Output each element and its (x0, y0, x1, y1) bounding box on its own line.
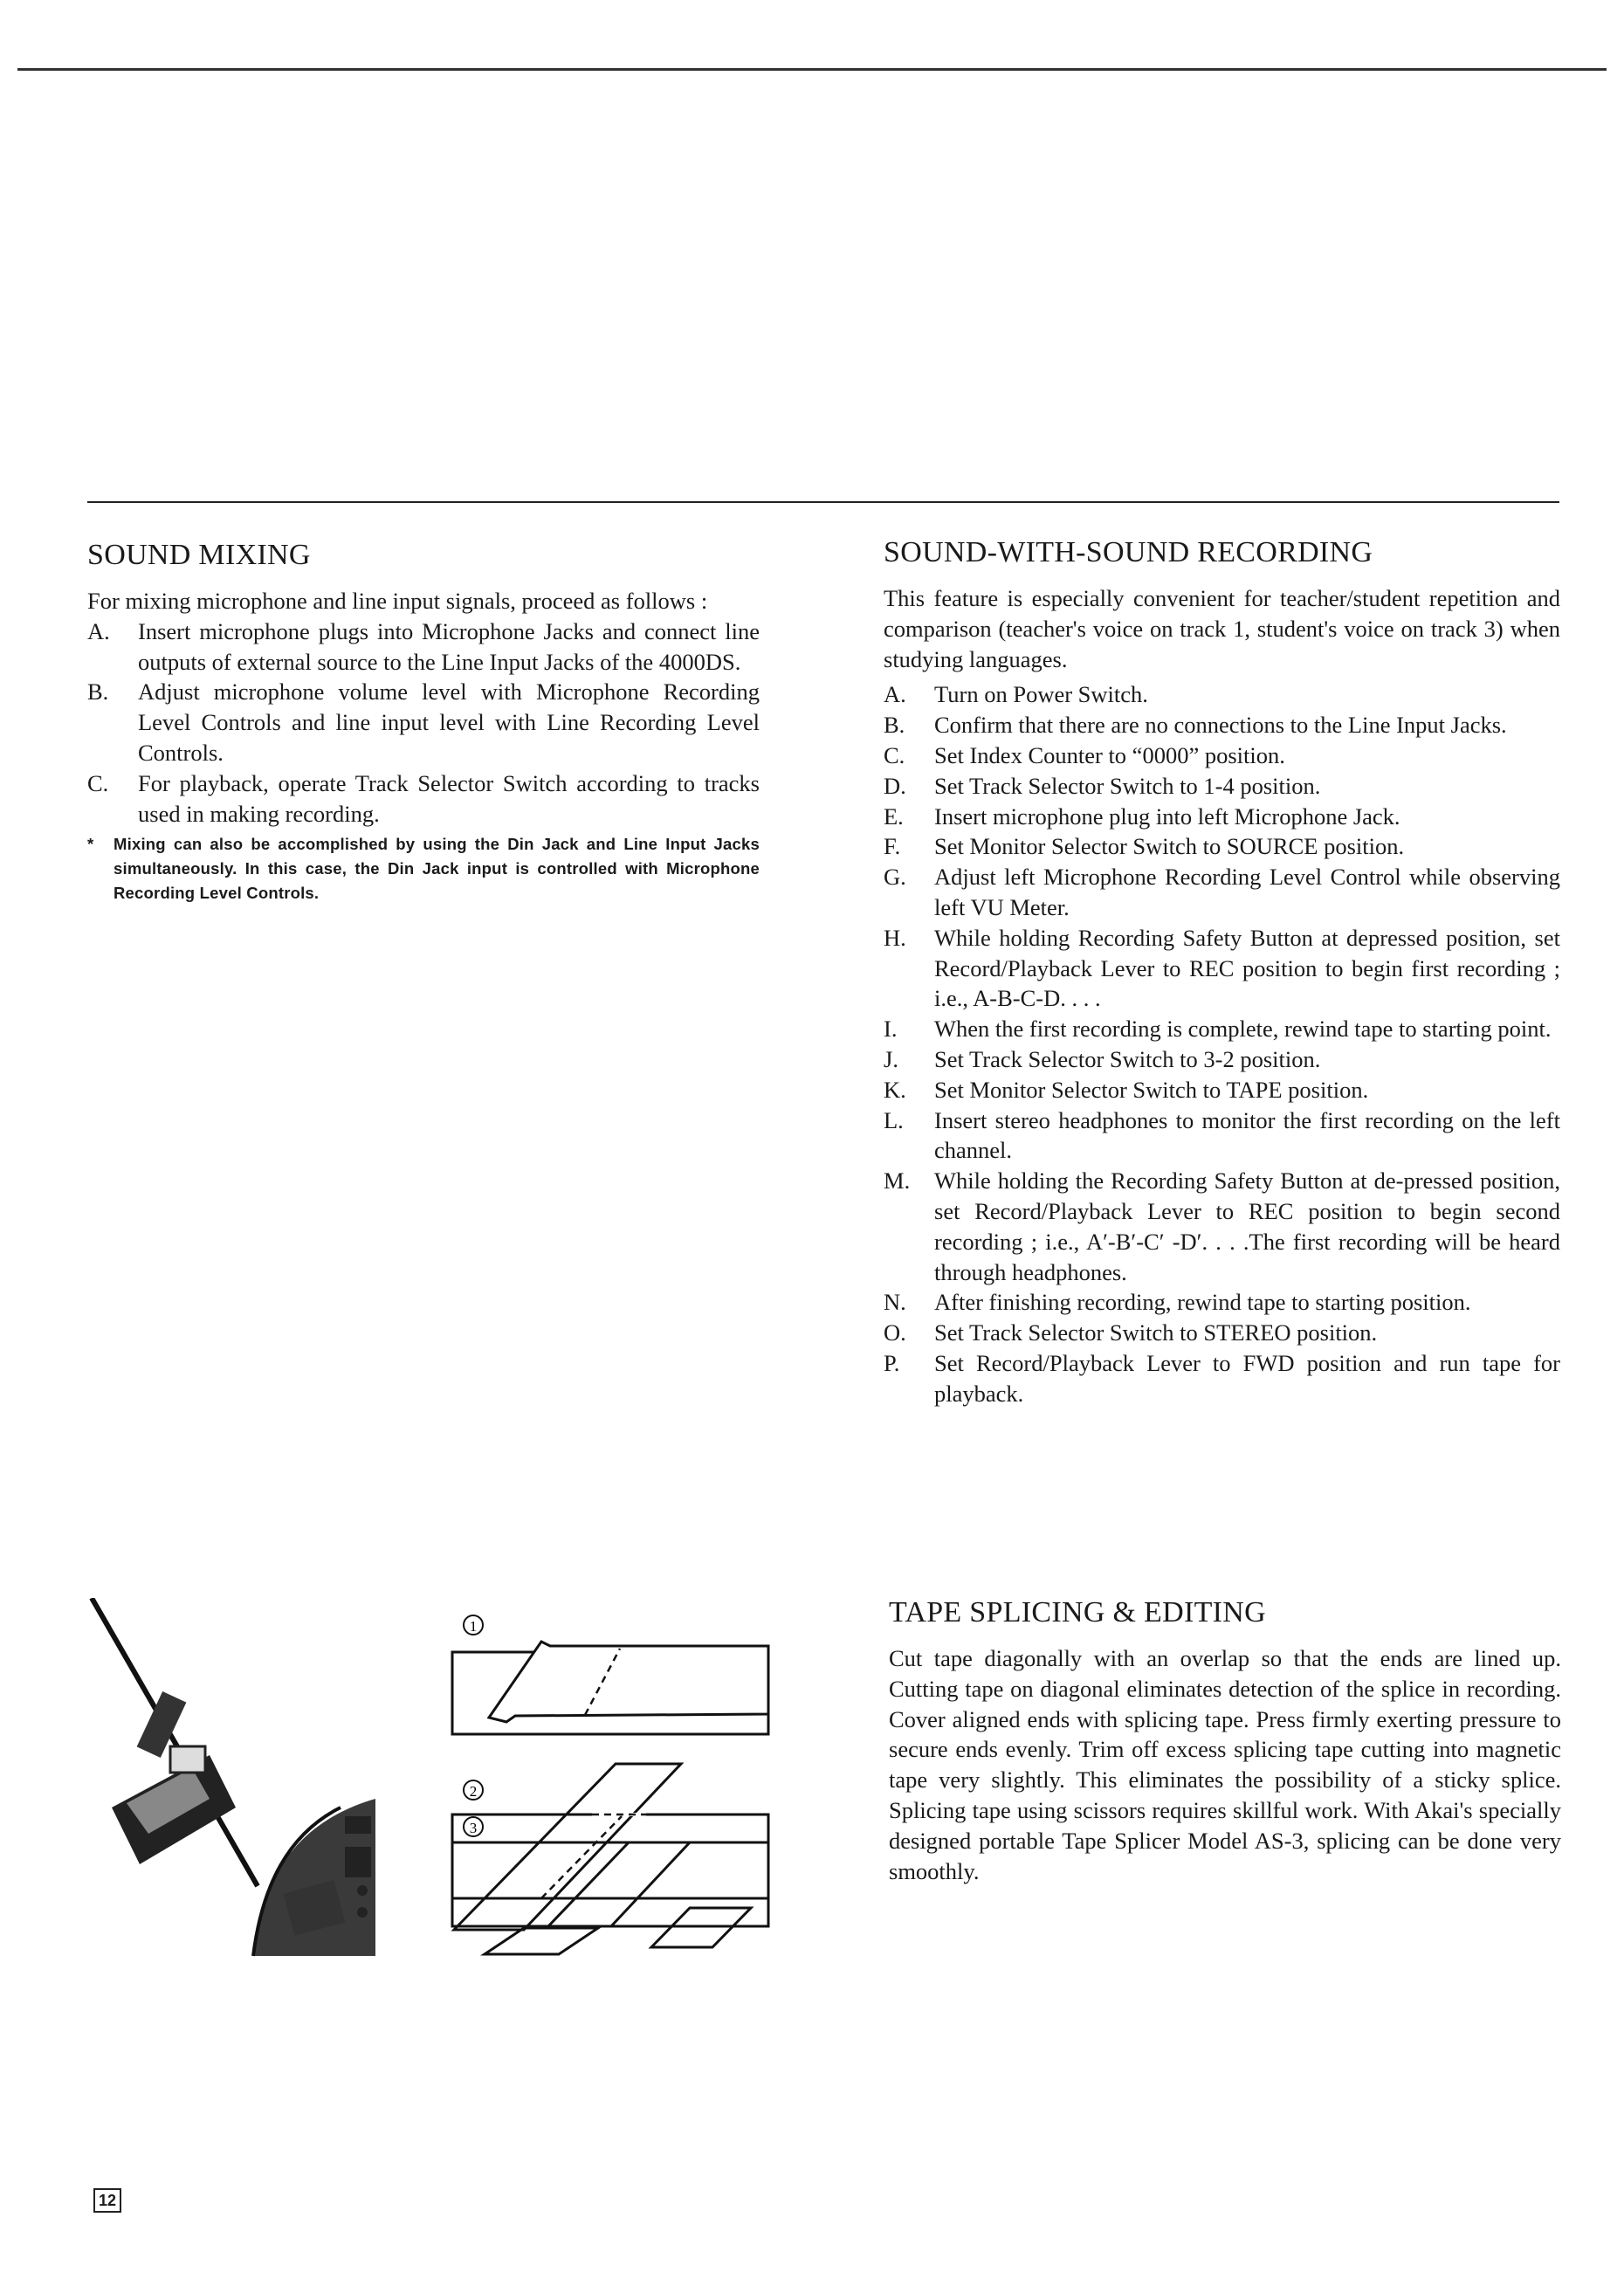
sound-mixing-steps (87, 616, 760, 830)
item-letter: K. (884, 1076, 906, 1103)
item-letter: B. (884, 712, 905, 739)
item-text: Insert stereo headphones to monitor the first recording on the left channel. (934, 1106, 1560, 1164)
item-letter: O. (884, 1319, 906, 1346)
step-label: 3 (469, 1820, 478, 1836)
item-text: While holding the Recording Safety Button at de-pressed position, set Record/Playback Lever to REC position to begin second recording ; i.e., A′-B′-C′ -D′. . . .The first recording will be heard through headphones. (934, 1167, 1560, 1285)
item-letter: A. (884, 681, 906, 708)
item-letter: J. (884, 1045, 898, 1072)
list-item (884, 771, 1560, 802)
splice-step-3 (437, 1816, 803, 1956)
sound-mixing-heading: SOUND MIXING (87, 539, 311, 571)
item-text: Confirm that there are no connections to the Line Input Jacks. (934, 712, 1507, 739)
footnote-text: Mixing can also be accomplished by using the Din Jack and Line Input Jacks simultaneously. In this case, the Din Jack input is controlled with Microphone Recording Level Controls. (114, 835, 760, 903)
section-rule (87, 501, 1559, 503)
tape-splicing-body: Cut tape diagonally with an overlap so that the ends are lined up. Cutting tape on diagonal eliminates detection of the splice in recording. Cover aligned ends with splicing tape. Press firmly exerting pressure to secure ends evenly. Trim off excess splicing tape cutting into magnetic tape very slightly. This eliminates the possibility of a sticky splice. Splicing tape using scissors requires skillful work. With Akai's specially designed portable Tape Splicer Model AS-3, splicing can be done very smoothly. (889, 1645, 1561, 1884)
item-text: After finishing recording, rewind tape to starting position. (934, 1289, 1471, 1316)
list-item (884, 862, 1560, 923)
sound-mixing-intro: For mixing microphone and line input signals, proceed as follows : (87, 588, 708, 614)
item-text: Adjust microphone volume level with Microphone Recording Level Controls and line input level with Line Recording Level Controls. (138, 678, 760, 766)
tape-splicing-heading: TAPE SPLICING & EDITING (889, 1596, 1266, 1629)
item-letter: L. (884, 1106, 904, 1133)
item-text: Set Track Selector Switch to 3-2 position. (934, 1045, 1321, 1072)
step-label: 1 (469, 1618, 478, 1635)
list-item (884, 923, 1560, 1014)
item-text: Insert microphone plugs into Microphone Jacks and connect line outputs of external source to the Line Input Jacks of the 4000DS. (138, 617, 760, 675)
list-item (884, 1348, 1560, 1409)
item-letter: M. (884, 1167, 911, 1195)
item-letter: E. (884, 802, 904, 830)
item-text: For playback, operate Track Selector Switch according to tracks used in making recording. (138, 769, 760, 827)
page-number: 12 (93, 2188, 121, 2213)
step-label: 2 (469, 1783, 478, 1800)
item-letter: A. (87, 617, 110, 644)
list-item (87, 616, 760, 678)
list-item (884, 1075, 1560, 1105)
item-letter: N. (884, 1289, 906, 1316)
item-text: Turn on Power Switch. (934, 681, 1148, 708)
item-text: Adjust left Microphone Recording Level Control while observing left VU Meter. (934, 864, 1560, 920)
top-rule (17, 68, 1607, 71)
sound-with-sound-intro: This feature is especially convenient for teacher/student repetition and comparison (teacher's voice on track 1, student's voice on track 3) when studying languages. (884, 585, 1560, 672)
item-text: Set Monitor Selector Switch to TAPE position. (934, 1076, 1369, 1103)
sound-with-sound-section (884, 534, 1560, 1409)
tape-splicing-section (889, 1594, 1561, 1886)
item-text: Set Record/Playback Lever to FWD position and run tape for playback. (934, 1349, 1560, 1407)
item-letter: F. (884, 833, 901, 860)
item-letter: D. (884, 772, 906, 799)
item-text: Set Track Selector Switch to 1-4 position. (934, 772, 1321, 799)
footnote (87, 832, 760, 905)
list-item (884, 802, 1560, 832)
item-text: Set Index Counter to “0000” position. (934, 741, 1285, 768)
list-item (884, 679, 1560, 710)
item-letter: I. (884, 1016, 898, 1043)
sound-with-sound-steps (884, 679, 1560, 1408)
item-text: While holding Recording Safety Button at depressed position, set Record/Playback Lever to REC position to begin first recording ; i.e., A-B-C-D. . . . (934, 924, 1560, 1012)
sound-mixing-section (87, 537, 760, 905)
item-letter: P. (884, 1349, 900, 1376)
list-item (884, 831, 1560, 862)
item-letter: C. (87, 769, 109, 796)
item-letter: H. (884, 924, 906, 951)
list-item (884, 740, 1560, 771)
item-text: Insert microphone plug into left Microphone Jack. (934, 802, 1400, 830)
item-letter: G. (884, 864, 906, 891)
list-item (884, 1044, 1560, 1075)
item-text: When the first recording is complete, rewind tape to starting point. (934, 1016, 1552, 1043)
list-item (884, 1166, 1560, 1287)
list-item (884, 1318, 1560, 1348)
list-item (884, 1105, 1560, 1167)
list-item (87, 768, 760, 830)
item-letter: B. (87, 678, 109, 706)
list-item (87, 677, 760, 768)
list-item (884, 710, 1560, 740)
item-letter: C. (884, 741, 905, 768)
item-text: Set Monitor Selector Switch to SOURCE position. (934, 833, 1405, 860)
footnote-marker: * (87, 835, 94, 854)
list-item (884, 1287, 1560, 1318)
sound-with-sound-heading: SOUND-WITH-SOUND RECORDING (884, 536, 1373, 568)
item-text: Set Track Selector Switch to STEREO position. (934, 1319, 1378, 1346)
list-item (884, 1014, 1560, 1044)
